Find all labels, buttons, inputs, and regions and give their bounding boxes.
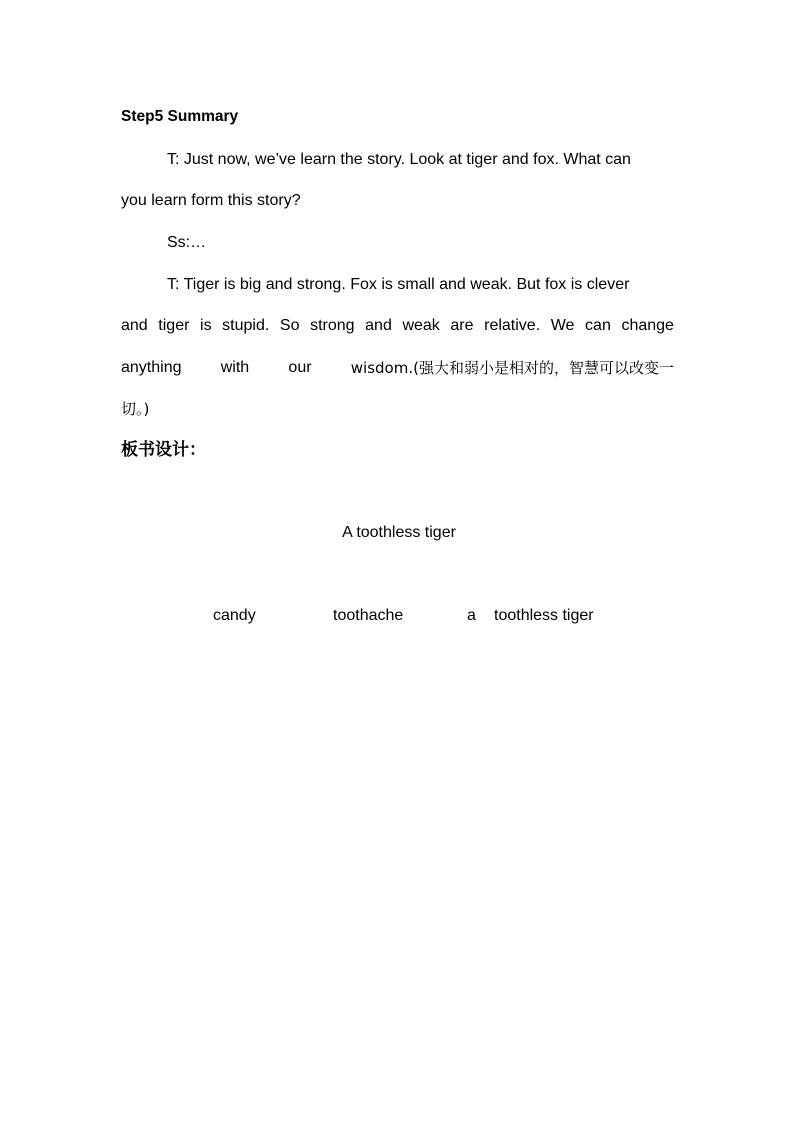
board-word-toothache: toothache bbox=[333, 607, 404, 624]
word: can bbox=[585, 317, 611, 334]
board-title: A toothless tiger bbox=[342, 524, 456, 541]
word: stupid. bbox=[222, 317, 270, 334]
teacher-question-line-1: T: Just now, we’ve learn the story. Look at tiger and fox. What can bbox=[167, 151, 631, 168]
board-design-heading: 板书设计： bbox=[121, 440, 206, 460]
teacher-summary-line-1: T: Tiger is big and strong. Fox is small and weak. But fox is clever bbox=[167, 276, 630, 293]
word: is bbox=[200, 317, 212, 334]
word: strong bbox=[310, 317, 355, 334]
word: wisdom.(强大和弱小是相对的，智慧可以改变一 bbox=[350, 359, 674, 377]
section-heading: Step5 Summary bbox=[121, 108, 239, 125]
word: with bbox=[220, 359, 250, 376]
board-word-toothless-tiger: toothless tiger bbox=[494, 607, 594, 624]
word: and bbox=[121, 317, 148, 334]
word: anything bbox=[121, 359, 182, 376]
board-word-a: a bbox=[467, 607, 476, 624]
word: tiger bbox=[158, 317, 190, 334]
word: our bbox=[288, 359, 312, 376]
student-response: Ss:… bbox=[167, 234, 207, 251]
teacher-summary-line-4: 切。) bbox=[121, 400, 150, 418]
word: are bbox=[450, 317, 474, 334]
board-word-candy: candy bbox=[213, 607, 256, 624]
word: We bbox=[550, 317, 575, 334]
word: So bbox=[279, 317, 300, 334]
teacher-summary-line-2 bbox=[121, 316, 674, 336]
word: change bbox=[621, 317, 674, 334]
teacher-summary-line-3 bbox=[121, 358, 674, 378]
word: weak bbox=[402, 317, 440, 334]
teacher-question-line-2: you learn form this story? bbox=[121, 192, 301, 209]
word: and bbox=[365, 317, 392, 334]
word: relative. bbox=[484, 317, 541, 334]
